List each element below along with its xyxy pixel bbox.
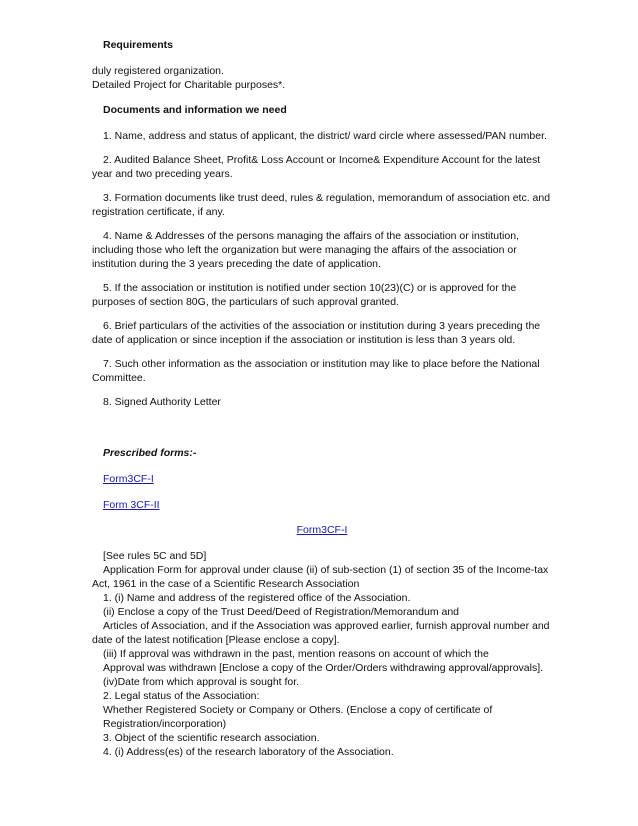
form-line-7: Approval was withdrawn [Enclose a copy of the Order/Orders withdrawing approval/approvals]. [103, 662, 544, 674]
document-item-5: 5. If the association or institution is notified under section 10(23)(C) or is approved for the purposes of section 80G, the particulars of such approval granted. [92, 282, 517, 308]
document-item-7: 7. Such other information as the association or institution may like to place before the National Committee. [92, 358, 540, 384]
form-line-9: 2. Legal status of the Association: [103, 690, 260, 702]
form-line-1: [See rules 5C and 5D] [103, 550, 207, 562]
form-line-6: (iii) If approval was withdrawn in the past, mention reasons on account of which the [103, 648, 489, 660]
form-line-3: 1. (i) Name and address of the registered office of the Association. [103, 592, 411, 604]
document-item-8: 8. Signed Authority Letter [103, 396, 221, 408]
document-item-3: 3. Formation documents like trust deed, rules & regulation, memorandum of association etc. and registration certificate, if any. [92, 192, 551, 218]
form-line-10: Whether Registered Society or Company or Others. (Enclose a copy of certificate of [103, 704, 493, 716]
form-line-4: (ii) Enclose a copy of the Trust Deed/Deed of Registration/Memorandum and [103, 606, 460, 618]
form-line-12: 3. Object of the scientific research association. [103, 732, 320, 744]
document-item-4: 4. Name & Addresses of the persons managing the affairs of the association or institution, including those who left the organization but were managing the affairs of the association or institution during the 3 years preceding the date of application. [92, 230, 519, 270]
document-item-1: 1. Name, address and status of applicant, the district/ ward circle where assessed/PAN number. [103, 130, 547, 142]
documents-heading: Documents and information we need [103, 104, 287, 116]
form-line-8: (iv)Date from which approval is sought for. [103, 676, 300, 688]
prescribed-forms-heading: Prescribed forms:- [103, 447, 197, 459]
form-line-2: Application Form for approval under clause (ii) of sub-section (1) of section 35 of the Income-tax Act, 1961 in the case of a Scientific Research Association [92, 564, 549, 590]
form-line-5: Articles of Association, and if the Association was approved earlier, furnish approval number and date of the latest notification [Please enclose a copy]. [92, 620, 550, 646]
document-item-6: 6. Brief particulars of the activities of the association or institution during 3 years preceding the date of application or since inception if the association or institution is less than 3 years old. [92, 320, 541, 346]
form-line-11: Registration/incorporation) [103, 718, 227, 730]
document-page [92, 38, 552, 759]
requirement-line-2: Detailed Project for Charitable purposes*. [92, 79, 286, 91]
form-3cf-i-link[interactable]: Form3CF-I [103, 473, 154, 485]
form-3cf-i-title-link[interactable]: Form3CF-I [296, 524, 348, 536]
form-3cf-ii-link[interactable]: Form 3CF-II [103, 499, 160, 511]
requirements-heading: Requirements [103, 39, 174, 51]
document-item-2: 2. Audited Balance Sheet, Profit& Loss Account or Income& Expenditure Account for the latest year and two preceding years. [92, 154, 541, 180]
requirement-line-1: duly registered organization. [92, 65, 224, 77]
form-line-13: 4. (i) Address(es) of the research laboratory of the Association. [103, 746, 394, 758]
